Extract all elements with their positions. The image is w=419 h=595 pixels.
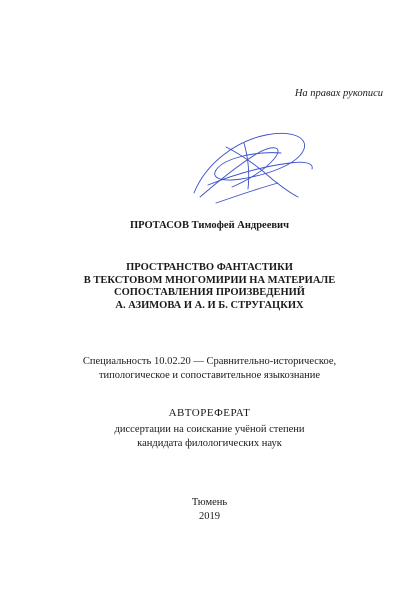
specialty-block	[0, 355, 419, 382]
document-type-label: АВТОРЕФЕРАТ	[168, 407, 251, 419]
purpose-line: диссертации на соискание учёной степени	[114, 424, 305, 435]
title-line: А. АЗИМОВА И А. И Б. СТРУГАЦКИХ	[115, 299, 304, 311]
title-line: СОПОСТАВЛЕНИЯ ПРОИЗВЕДЕНИЙ	[114, 287, 305, 299]
city: Тюмень	[191, 497, 228, 508]
year: 2019	[199, 511, 220, 522]
rights-note: На правах рукописи	[294, 88, 383, 99]
specialty-line: Специальность 10.02.20 — Сравнительно-историческое,	[82, 356, 337, 367]
author-name: ПРОТАСОВ Тимофей Андреевич	[129, 220, 289, 231]
degree-purpose	[0, 423, 419, 450]
handwritten-signature	[186, 123, 321, 208]
purpose-line: кандидата филологических наук	[137, 437, 282, 449]
dissertation-title	[0, 262, 419, 312]
specialty-line: типологическое и сопоставительное языкознание	[98, 369, 321, 381]
title-line: В ТЕКСТОВОМ МНОГОМИРИИ НА МАТЕРИАЛЕ	[83, 274, 336, 286]
title-line: ПРОСТРАНСТВО ФАНТАСТИКИ	[126, 262, 293, 273]
